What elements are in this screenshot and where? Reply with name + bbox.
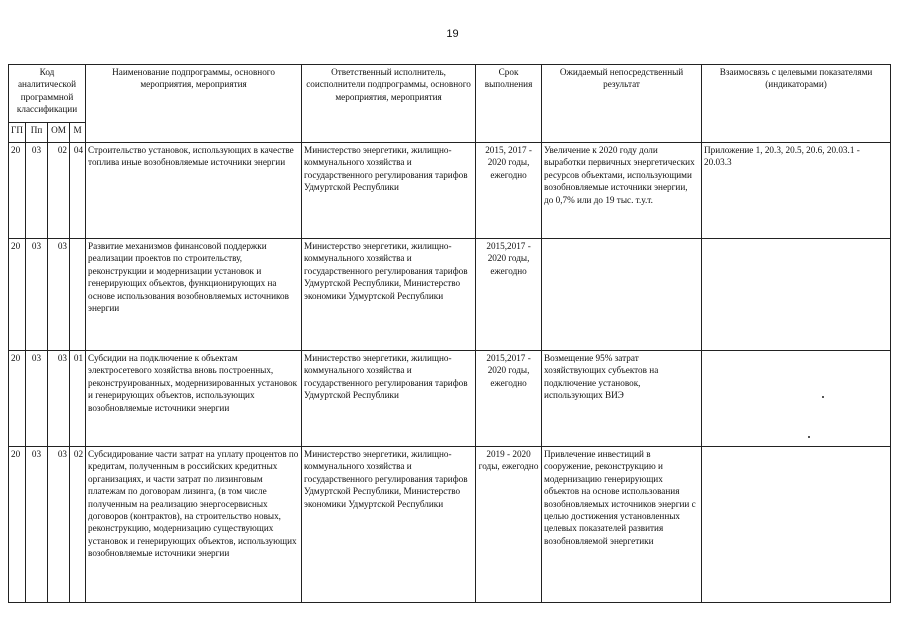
- cell-result: Увеличение к 2020 году доли выработки первичных энергетических ресурсов объектами, использующими возобновляемые источники энергии, до 0,7% или до 19 тыс. т.у.т.: [542, 143, 702, 239]
- cell-result: [542, 239, 702, 351]
- cell-om: 03: [48, 447, 70, 603]
- cell-executor: Министерство энергетики, жилищно-коммунального хозяйства и государственного регулирования тарифов Удмуртской Республики, Министерство экономики Удмуртской Республики: [302, 239, 476, 351]
- cell-gp: 20: [9, 143, 26, 239]
- cell-term: 2019 - 2020 годы, ежегодно: [476, 447, 542, 603]
- table-row: [9, 239, 891, 351]
- cell-gp: 20: [9, 239, 26, 351]
- cell-om: 03: [48, 351, 70, 447]
- cell-name: Строительство установок, использующих в качестве топлива иные возобновляемые источники энергии: [86, 143, 302, 239]
- cell-pp: 03: [26, 351, 48, 447]
- cell-pp: 03: [26, 239, 48, 351]
- cell-result: Возмещение 95% затрат хозяйствующих субъектов на подключение установок, использующих ВИЭ: [542, 351, 702, 447]
- cell-om: 02: [48, 143, 70, 239]
- page-number: 19: [446, 28, 459, 40]
- table-row: [9, 447, 891, 603]
- cell-gp: 20: [9, 447, 26, 603]
- header-om: ОМ: [48, 123, 70, 143]
- cell-executor: Министерство энергетики, жилищно-коммунального хозяйства и государственного регулирования тарифов Удмуртской Республики: [302, 351, 476, 447]
- cell-link: [702, 447, 891, 603]
- cell-pp: 03: [26, 447, 48, 603]
- cell-m: [70, 239, 86, 351]
- cell-gp: 20: [9, 351, 26, 447]
- header-result: Ожидаемый непосредственный результат: [542, 65, 702, 143]
- cell-name: Развитие механизмов финансовой поддержки реализации проектов по строительству, реконструкции и модернизации установок и генерирующих объектов, функционирующих на основе использования возобновляемых источников энергии: [86, 239, 302, 351]
- cell-term: 2015, 2017 - 2020 годы, ежегодно: [476, 143, 542, 239]
- header-pp: Пп: [26, 123, 48, 143]
- cell-link: [702, 239, 891, 351]
- cell-link: Приложение 1, 20.3, 20.5, 20.6, 20.03.1 - 20.03.3: [702, 143, 891, 239]
- table-row: [9, 143, 891, 239]
- cell-m: 04: [70, 143, 86, 239]
- cell-name: Субсидирование части затрат на уплату процентов по кредитам, полученным в российских кредитных организациях, и части затрат по лизинговым платежам по договорам лизинга, (в том числе полученным на реализацию энергосервисных договоров (контрактов), на строительство новых, реконструкцию, модернизацию существующих установок и генерирующих объектов, использующих возобновляемые источники энергии: [86, 447, 302, 603]
- header-link: Взаимосвязь с целевыми показателями (индикаторами): [702, 65, 891, 143]
- header-gp: ГП: [9, 123, 26, 143]
- cell-name: Субсидии на подключение к объектам электросетевого хозяйства вновь построенных, реконструированных, модернизированных установок и генерирующих объектов, использующих возобновляемые источники энергии: [86, 351, 302, 447]
- cell-result: Привлечение инвестиций в сооружение, реконструкцию и модернизацию генерирующих объектов на основе использования возобновляемых источников энергии с целью достижения установленных целевых показателей развития возобновляемой энергетики: [542, 447, 702, 603]
- scan-speck: [822, 396, 824, 398]
- header-m: М: [70, 123, 86, 143]
- header-executor: Ответственный исполнитель, соисполнители подпрограммы, основного мероприятия, мероприятия: [302, 65, 476, 143]
- cell-link: [702, 351, 891, 447]
- scan-speck: [808, 436, 810, 438]
- cell-pp: 03: [26, 143, 48, 239]
- cell-term: 2015,2017 - 2020 годы, ежегодно: [476, 351, 542, 447]
- cell-term: 2015,2017 - 2020 годы, ежегодно: [476, 239, 542, 351]
- table-row: [9, 351, 891, 447]
- program-measures-table: [8, 64, 891, 603]
- header-code-classification: Код аналитической программной классификации: [9, 65, 86, 123]
- header-term: Срок выполнения: [476, 65, 542, 143]
- cell-m: 02: [70, 447, 86, 603]
- cell-executor: Министерство энергетики, жилищно-коммунального хозяйства и государственного регулирования тарифов Удмуртской Республики, Министерство экономики Удмуртской Республики: [302, 447, 476, 603]
- cell-om: 03: [48, 239, 70, 351]
- cell-executor: Министерство энергетики, жилищно-коммунального хозяйства и государственного регулирования тарифов Удмуртской Республики: [302, 143, 476, 239]
- cell-m: 01: [70, 351, 86, 447]
- header-name: Наименование подпрограммы, основного мероприятия, мероприятия: [86, 65, 302, 143]
